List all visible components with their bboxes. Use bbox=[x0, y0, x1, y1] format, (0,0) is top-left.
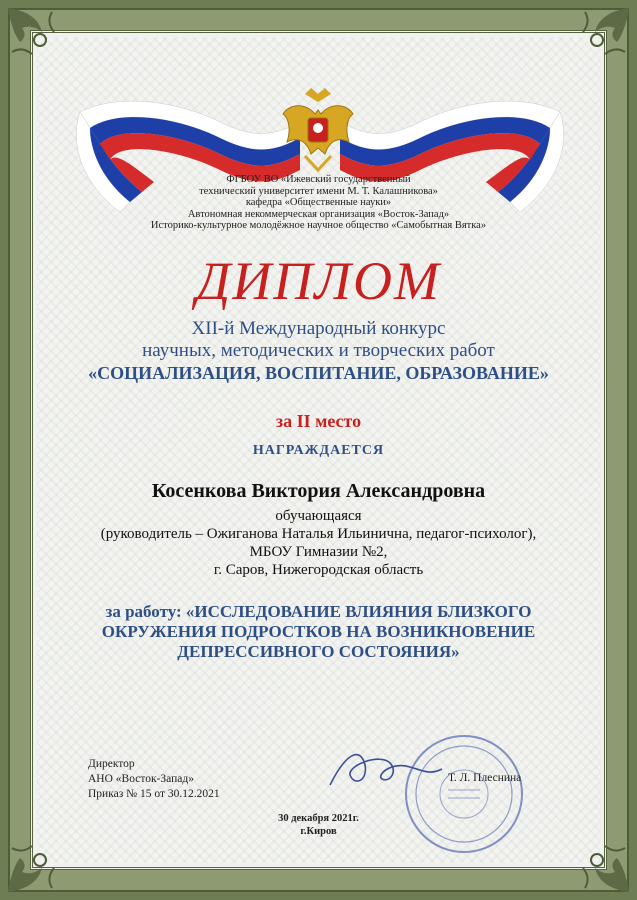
org-line: ФГБОУ ВО «Ижевский государственный bbox=[226, 174, 411, 185]
director-block bbox=[88, 757, 220, 802]
issue-city: г.Киров bbox=[300, 826, 337, 837]
recipient-school: МБОУ Гимназии №2, bbox=[249, 544, 388, 560]
director-org: АНО «Восток-Запад» bbox=[88, 773, 194, 785]
contest-theme: «СОЦИАЛИЗАЦИЯ, ВОСПИТАНИЕ, ОБРАЗОВАНИЕ» bbox=[88, 363, 549, 383]
work-line: за работу: «ИССЛЕДОВАНИЕ ВЛИЯНИЯ БЛИЗКОГО bbox=[105, 602, 532, 621]
awarded-label: НАГРАЖДАЕТСЯ bbox=[252, 443, 385, 458]
org-line: кафедра «Общественные науки» bbox=[245, 197, 392, 208]
place-award: за II место bbox=[275, 411, 362, 431]
issue-date: 30 декабря 2021г. bbox=[278, 813, 359, 824]
corner-ornament-icon bbox=[2, 828, 72, 898]
organizations-block bbox=[0, 174, 637, 232]
recipient-supervisor: (руководитель – Ожиганова Наталья Ильинична, педагог-психолог), bbox=[100, 526, 537, 542]
org-line: Историко-культурное молодёжное научное общество «Самобытная Вятка» bbox=[150, 220, 487, 231]
corner-ornament-icon bbox=[2, 2, 72, 72]
contest-line: научных, методических и творческих работ bbox=[142, 340, 495, 361]
org-line: Автономная некоммерческая организация «Восток-Запад» bbox=[187, 208, 450, 220]
diploma-title: ДИПЛОМ bbox=[196, 251, 441, 311]
recipient-name: Косенкова Виктория Александровна bbox=[151, 480, 486, 502]
work-line: ОКРУЖЕНИЯ ПОДРОСТКОВ НА ВОЗНИКНОВЕНИЕ bbox=[101, 622, 536, 641]
director-order: Приказ № 15 от 30.12.2021 bbox=[88, 788, 220, 800]
signature-icon bbox=[320, 735, 450, 795]
coat-of-arms-icon bbox=[275, 84, 361, 176]
signer-name: Т. Л. Плеснина bbox=[448, 772, 522, 784]
contest-line: XII-й Международный конкурс bbox=[191, 318, 446, 339]
director-title: Директор bbox=[88, 758, 135, 770]
recipient-city: г. Саров, Нижегородская область bbox=[213, 562, 424, 578]
recipient-role: обучающаяся bbox=[275, 508, 362, 524]
corner-ornament-icon bbox=[565, 2, 635, 72]
org-line: технический университет имени М. Т. Калашникова» bbox=[199, 185, 438, 197]
work-title bbox=[0, 602, 637, 662]
corner-ornament-icon bbox=[565, 828, 635, 898]
recipient-details bbox=[0, 507, 637, 579]
issue-date-block bbox=[0, 812, 637, 838]
work-line: ДЕПРЕССИВНОГО СОСТОЯНИЯ» bbox=[177, 642, 460, 661]
contest-name bbox=[0, 318, 637, 384]
